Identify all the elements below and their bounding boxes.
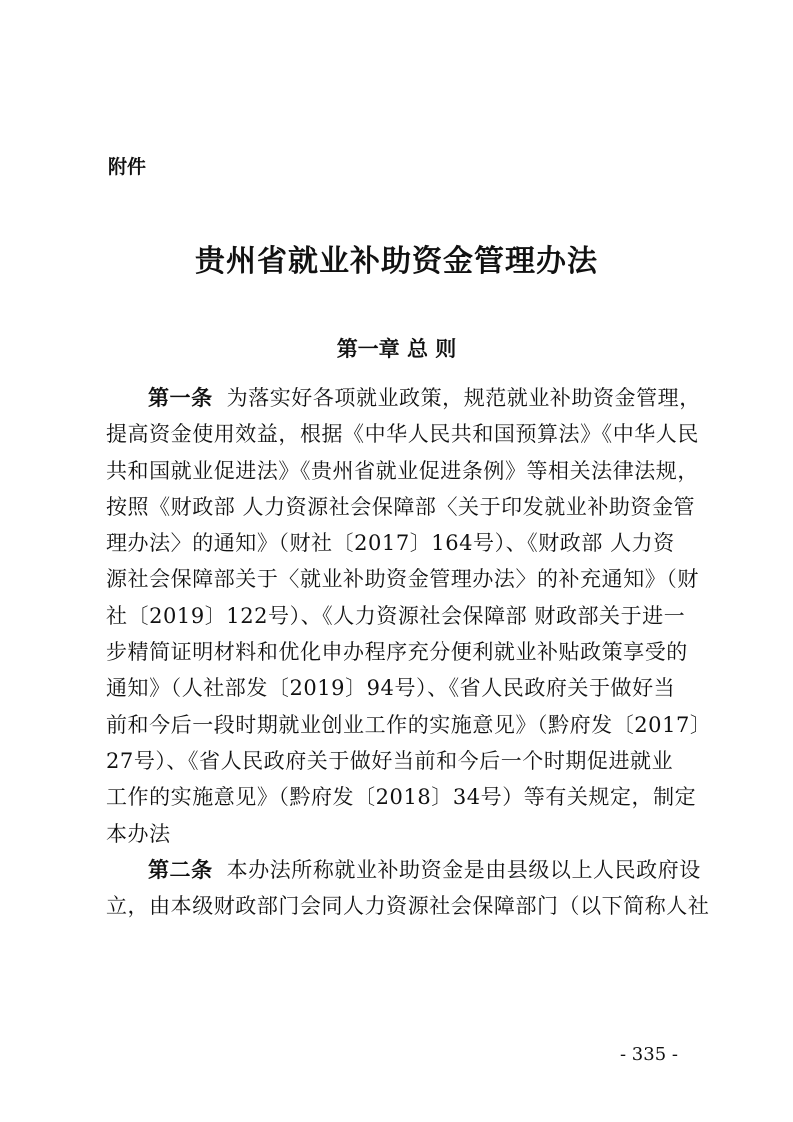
- article-1-line-7: 社〔2019〕122号）、《人力资源社会保障部 财政部关于进一: [106, 603, 686, 628]
- article-1-line-2: 提高资金使用效益，根据《中华人民共和国预算法》《中华人民: [106, 422, 699, 447]
- chapter-heading: 第一章 总 则: [336, 337, 457, 361]
- article-2-line-1: [106, 852, 701, 888]
- article-1-line-4: 按照《财政部 人力资源社会保障部〈关于印发就业补助资金管: [106, 494, 696, 519]
- article-1-line-13: 本办法: [106, 821, 171, 846]
- attachment-label: 附件: [108, 156, 147, 178]
- document-body: [106, 380, 712, 924]
- article-2-label: 第二条: [148, 857, 213, 882]
- article-1-line-12: 工作的实施意见》（黔府发〔2018〕34号）等有关规定，制定: [106, 785, 697, 810]
- article-1-line-10: 前和今后一段时期就业创业工作的实施意见》（黔府发〔2017〕: [106, 712, 712, 737]
- article-1-line-8: 步精简证明材料和优化申办程序充分便利就业补贴政策享受的: [106, 640, 688, 665]
- article-1-label: 第一条: [148, 386, 213, 410]
- article-1-line-9: 通知》（人社部发〔2019〕94号）、《省人民政府关于做好当: [106, 676, 676, 701]
- article-2-line-2: 立，由本级财政部门会同人力资源社会保障部门（以下简称人社: [106, 894, 710, 919]
- document-title: 贵州省就业补助资金管理办法: [195, 244, 598, 279]
- article-1-line-11: 27号）、《省人民政府关于做好当前和今后一个时期促进就业: [106, 748, 674, 773]
- article-1-line-6: 源社会保障部关于〈就业补助资金管理办法〉的补充通知》（财: [106, 567, 699, 592]
- article-2-text: 本办法所称就业补助资金是由县级以上人民政府设: [226, 857, 701, 882]
- article-1-line-5: 理办法〉的通知》（财社〔2017〕164号）、《财政部 人力资: [106, 531, 675, 556]
- article-1-line-1: [106, 380, 701, 416]
- article-1-text: 为落实好各项就业政策，规范就业补助资金管理，: [226, 386, 701, 410]
- page-number: - 335 -: [620, 1044, 678, 1065]
- article-1-line-3: 共和国就业促进法》《贵州省就业促进条例》等相关法律法规，: [106, 458, 699, 483]
